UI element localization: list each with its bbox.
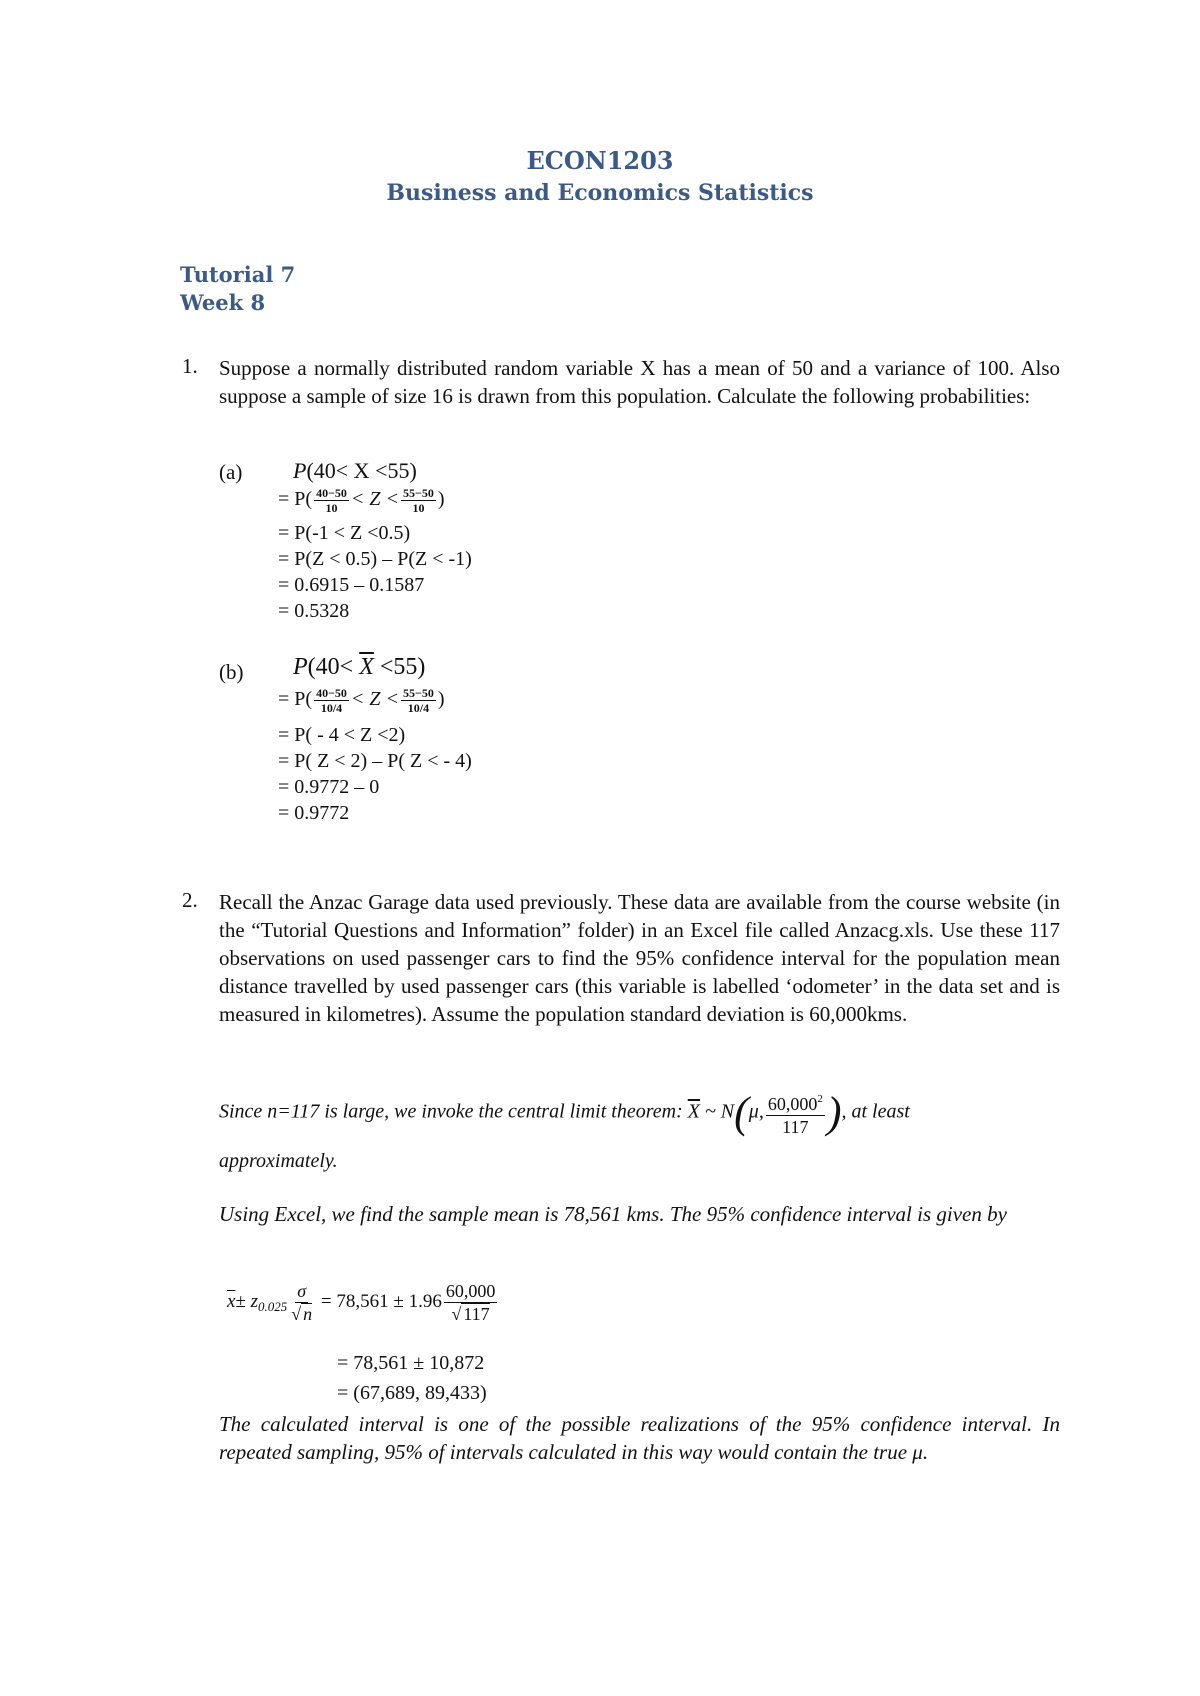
question-2-number: 2. — [182, 888, 198, 912]
part-b-probability — [293, 654, 425, 681]
variance-value: 60,000 — [767, 1094, 818, 1114]
fraction-numerator: 55−50 — [403, 686, 434, 700]
conclusion-text: The calculated interval is one of the possible realizations of the 95% confidence interval. In repeated sampling, 95% of intervals calculated in this way would contain the true μ. — [219, 1412, 1060, 1464]
question-2-text: Recall the Anzac Garage data used previously. These data are available from the course website (in the “Tutorial Questions and Information” folder) in an Excel file called Anzacg.xls. Use these 117 observations on used passenger cars to find the 95% confidence interval for the population mean distance travelled by used passenger cars (this variable is labelled ‘odometer’ in the data set and is measured in kilometres). Assume the population standard deviation is 60,000kms. — [219, 890, 1060, 1026]
frac-open: = P( — [278, 688, 313, 711]
sigma-over-root-n — [289, 1280, 314, 1325]
sd-over-root-117 — [444, 1280, 498, 1325]
frac-open: = P( — [278, 488, 313, 511]
part-a-step2: = P(-1 < Z <0.5) — [278, 522, 411, 544]
sd-value: 60,000 — [445, 1281, 496, 1301]
z-subscript: 0.025 — [258, 1298, 288, 1314]
square-exponent: 2 — [817, 1093, 823, 1105]
prob-p: P — [293, 654, 308, 680]
sample-size: 117 — [463, 1304, 490, 1324]
part-a-label: (a) — [219, 460, 243, 484]
n-symbol: n — [303, 1304, 313, 1324]
ci-step2: = 78,561 ± 10,872 — [337, 1352, 485, 1374]
ci-substitution: = 78,561 ± 1.96 — [320, 1290, 442, 1312]
fraction-denominator: 10/4 — [407, 701, 430, 715]
clt-statement — [219, 1088, 910, 1138]
x-bar: $\overline{X}$ — [687, 1100, 700, 1123]
course-code: ECON1203 — [526, 146, 674, 175]
root-n: √ n — [291, 1304, 313, 1324]
fraction-numerator — [766, 1088, 825, 1116]
part-b-step3: = P( Z < 2) – P( Z < - 4) — [278, 750, 472, 772]
part-a-standardize — [278, 486, 445, 515]
clt-suffix: , at least — [841, 1100, 910, 1123]
mu: μ, — [748, 1100, 764, 1123]
part-b-result: = 0.9772 — [278, 802, 350, 824]
part-b-step4: = 0.9772 – 0 — [278, 776, 380, 798]
prob-close: <55) — [379, 654, 426, 680]
z-symbol: z — [250, 1290, 259, 1312]
clt-fraction — [766, 1088, 825, 1138]
fraction-lower — [314, 486, 349, 515]
plus-minus: ± — [235, 1290, 246, 1312]
frac-close: ) — [437, 488, 445, 511]
part-a-probability — [293, 458, 417, 484]
approximately-text: approximately. — [219, 1150, 338, 1172]
z-inequality: < Z < — [350, 688, 400, 711]
question-1-text: Suppose a normally distributed random variable X has a mean of 50 and a variance of 100. Also suppose a sample of size 16 is drawn from this population. Calculate the following probabilities: — [219, 356, 1060, 408]
fraction-lower — [314, 686, 349, 715]
frac-close: ) — [437, 688, 445, 711]
clt-text: Since n=117 is large, we invoke the central limit theorem: — [219, 1100, 683, 1123]
prob-interval: (40< X <55) — [306, 458, 417, 483]
fraction-upper — [401, 686, 436, 715]
normal-n: N — [720, 1100, 735, 1123]
tilde: ~ — [704, 1100, 716, 1123]
part-a-step4: = 0.6915 – 0.1587 — [278, 574, 425, 596]
paren-open: ( — [734, 1088, 749, 1137]
fraction-denominator: 10 — [412, 501, 425, 515]
week-number: Week 8 — [180, 290, 266, 315]
sigma: σ — [297, 1281, 307, 1301]
x-bar: $\overline{X}$ — [359, 654, 374, 680]
excel-text: Using Excel, we find the sample mean is 78,561 kms. The 95% confidence interval is given by — [219, 1202, 1007, 1226]
prob-open: (40< — [307, 654, 354, 680]
tutorial-number: Tutorial 7 — [180, 262, 296, 287]
part-a-result: = 0.5328 — [278, 600, 350, 622]
ci-formula — [227, 1280, 499, 1325]
part-a-step3: = P(Z < 0.5) – P(Z < -1) — [278, 548, 472, 570]
part-b-standardize — [278, 686, 445, 715]
course-title: Business and Economics Statistics — [386, 180, 814, 206]
z-inequality: < Z < — [350, 488, 400, 511]
fraction-denominator: 10/4 — [320, 701, 343, 715]
fraction-numerator: 40−50 — [316, 486, 347, 500]
paren-close: ) — [826, 1088, 842, 1137]
ci-step3: = (67,689, 89,433) — [337, 1382, 487, 1404]
fraction-numerator: 40−50 — [316, 686, 347, 700]
part-b-step2: = P( - 4 < Z <2) — [278, 724, 406, 746]
question-1-number: 1. — [182, 354, 198, 378]
x-bar-lower: $\overline{x}$ — [227, 1290, 236, 1312]
fraction-denominator: 10 — [325, 501, 338, 515]
fraction-numerator: 55−50 — [403, 486, 434, 500]
root-117: √ 117 — [451, 1304, 490, 1324]
prob-p: P — [293, 458, 307, 483]
fraction-denominator: 117 — [782, 1117, 809, 1137]
part-b-label: (b) — [219, 660, 244, 684]
fraction-upper — [401, 486, 436, 515]
